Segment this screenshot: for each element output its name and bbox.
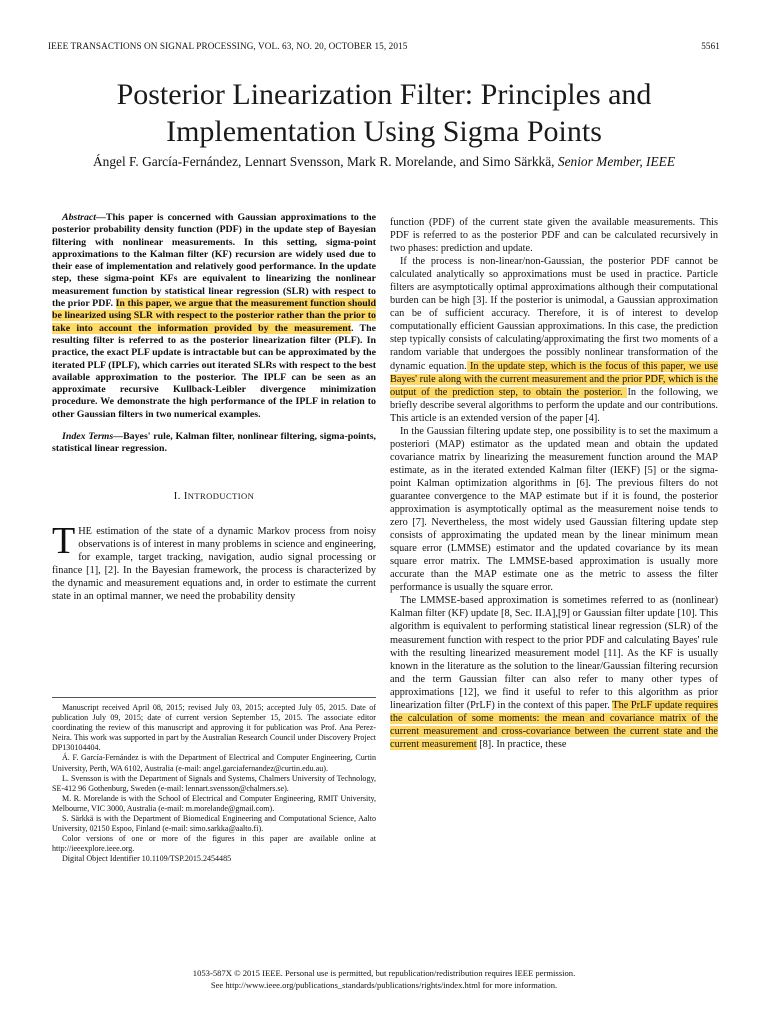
abstract <box>52 212 376 421</box>
author-names: Ángel F. García-Fernández, Lennart Svensson, Mark R. Morelande, and Simo Särkkä, <box>92 154 555 169</box>
index-terms-text: Bayes' rule, Kalman filter, nonlinear filtering, sigma-points, statistical linear regression. <box>52 431 377 455</box>
footnotes <box>52 703 376 865</box>
section-heading-introduction <box>52 490 376 503</box>
footnote-color-versions: Color versions of one or more of the figures in this paper are available online at http://ieeexplore.ieee.org. <box>52 834 376 854</box>
footnote-rule <box>52 697 376 698</box>
body-paragraph-2-end: In the following, we briefly describe several algorithms to perform the update and our contributions. This article is an extended version of the paper [4]. <box>390 386 718 424</box>
body-paragraph-3: In the Gaussian filtering update step, one possibility is to set the maximum a posteriori (MAP) estimator as the updated mean and obtain the updated covariance matrix by linearizing the measurement function around the MAP estimate, as in the iterated extended Kalman filter (IEKF) [5] or the sigma-point Kalman optimization algorithms in [6]. The previous filters do not guarantee convergence to the MAP estimate but if it is found, the posterior approximation is asymptotically optimal as the measurement noise tends to zero [7]. Nevertheless, the most widely used Gaussian filtering update step consists of approximating the updated mean by the linear minimum mean square error (LMMSE) estimator and the updated covariance by its mean square error matrix. The LMMSE-based approximation is usually more accurate than the MAP estimate one as the metric to assess the filter performance is usually the square error. <box>390 425 718 594</box>
body-paragraph-4 <box>390 594 718 751</box>
section-number: I. <box>173 490 181 502</box>
journal-header: IEEE TRANSACTIONS ON SIGNAL PROCESSING, VOL. 63, NO. 20, OCTOBER 15, 2015 <box>48 41 408 51</box>
abstract-label: Abstract— <box>62 212 106 223</box>
abstract-text-start: This paper is concerned with Gaussian approximations to the posterior probability density function (PDF) in the update step of Bayesian filtering with nonlinear measurements. In this setting, sigma-point approximations to the Kalman filter (KF) recursion are widely used due to their ease of implementation and relatively good performance. In the update step, these sigma-point KFs are equivalent to linearizing the nonlinear measurement function by statistical linear regression (SLR) with respect to the prior PDF. <box>52 212 376 310</box>
footnote-author-sarkka: S. Särkkä is with the Department of Biomedical Engineering and Computational Science, Aalto University, 02150 Espoo, Finland (e-mail: simo.sarkka@aalto.fi). <box>52 814 376 834</box>
left-column <box>52 212 376 603</box>
body-paragraph-1: function (PDF) of the current state given the available measurements. This PDF is referred to as the posterior PDF and can be calculated recursively in two phases: prediction and update. <box>390 217 718 255</box>
abstract-highlight: In this paper, we argue that the measurement function should be linearized using SLR with respect to the posterior rather than the prior to take into account the information provided by the measurement <box>52 298 377 334</box>
footnote-author-svensson: L. Svensson is with the Department of Signals and Systems, Chalmers University of Technology, SE-412 96 Gothenburg, Sweden (e-mail: lennart.svensson@chalmers.se). <box>52 773 376 793</box>
intro-paragraph <box>52 519 376 603</box>
title-line-1: Posterior Linearization Filter: Principles and <box>116 78 652 111</box>
footnote-manuscript: Manuscript received April 08, 2015; revised July 03, 2015; accepted July 05, 2015. Date of publication July 09, 2015; date of current version September 15, 2015. The associate editor coordinating the review of this manuscript and approving it for publication was Prof. Ana Perez-Neira. This work was supported in part by the Australian Research Council under Discovery Project DP130104404. <box>52 703 376 753</box>
intro-text: estimation of the state of a dynamic Markov process from noisy observations is of interest in many problems in science and engineering, for example, target tracking, navigation, audio signal processing or finance [1], [2]. In the Bayesian framework, the process is characterized by the dynamic and measurement equations and, in order to estimate the current state in an optimal manner, we need the probability density <box>52 525 376 602</box>
body-paragraph-2 <box>390 255 718 425</box>
body-paragraph-4-start: The LMMSE-based approximation is sometimes referred to as (nonlinear) Kalman filter (KF) update [8, Sec. II.A],[9] or Gaussian filter update [10]. This algorithm is equivalent to performing statistical linear regression (SLR) of the measurement function with respect to the prior PDF and calculating Bayes' rule with the resulting linearized measurement model [11]. As the KF is usually known in the literature as the solution to the linear/Gaussian filtering recursion and the term Gaussian filter can also refer to many other types of approximations [12], we find it useful to refer to this algorithm as prior linearization filter (PrLF) in the context of this paper. <box>390 595 718 711</box>
footnote-author-morelande: M. R. Morelande is with the School of Electrical and Computer Engineering, RMIT University, Melbourne, VIC 3000, Australia (e-mail: m.morelande@gmail.com). <box>52 793 376 813</box>
paper-title <box>40 76 728 150</box>
title-line-2: Implementation Using Sigma Points <box>166 115 602 148</box>
author-list <box>40 154 728 170</box>
copyright-line-1: 1053-587X © 2015 IEEE. Personal use is permitted, but republication/redistribution requires IEEE permission. <box>192 968 576 978</box>
copyright-line-2: See http://www.ieee.org/publications_standards/publications/rights/index.html for more information. <box>210 980 558 991</box>
section-title-initial: I <box>183 490 188 502</box>
page-number: 5561 <box>701 41 720 51</box>
index-terms-label: Index Terms— <box>62 431 124 443</box>
footnote-doi: Digital Object Identifier 10.1109/TSP.2015.2454485 <box>62 854 232 864</box>
body-paragraph-2-start: If the process is non-linear/non-Gaussian, the posterior PDF cannot be calculated analytically so approximations must be used in practice. Particle filters are asymptotically optimal approximations although their computational burden can be high [3]. If the posterior is unimodal, a Gaussian approximation can be of sufficient accuracy. Therefore, it is of interest to develop computationally efficient Gaussian approximations. In this case, the prediction step typically consists of calculating/approximating the first two moments of a random variable that undergoes the possibly nonlinear transformation of the dynamic equation. <box>390 256 718 372</box>
body-paragraph-4-highlight: The PrLF update requires the calculation of some moments: the mean and covariance matrix of the current measurement and cross-covariance between the current state and the current measurement <box>390 699 718 750</box>
body-paragraph-4-end: [8]. In practice, these <box>476 738 567 750</box>
footnote-author-garcia: Á. F. García-Fernández is with the Department of Electrical and Computer Engineering, Curtin University, Perth, WA 6102, Australia (e-mail: angel.garciafernandez@curtin.edu.au). <box>52 753 376 773</box>
section-title-rest: NTRODUCTION <box>187 490 255 501</box>
running-header <box>48 41 720 55</box>
copyright-notice <box>0 967 768 991</box>
drop-cap: T <box>52 519 76 562</box>
body-paragraph-2-highlight: In the update step, which is the focus of this paper, we use Bayes' rule along with the current measurement and the prior PDF, which is the output of the prediction step, to obtain the posterior. <box>390 360 719 398</box>
right-column <box>390 216 718 751</box>
abstract-text-end: . The resulting filter is referred to as the posterior linearization filter (PLF). In practice, the exact PLF update is intractable but can be approximated by the iterated PLF (IPLF), which carries out iterated SLRs with respect to the best available approximation to the posterior. The IPLF can be seen as an approximate recursive Kullback-Leibler divergence minimization procedure. We demonstrate the high performance of the IPLF in relation to other Gaussian filters in two numerical examples. <box>52 322 376 420</box>
intro-first-word: HE <box>78 525 92 537</box>
index-terms <box>52 431 376 456</box>
author-membership: Senior Member, IEEE <box>557 154 676 169</box>
